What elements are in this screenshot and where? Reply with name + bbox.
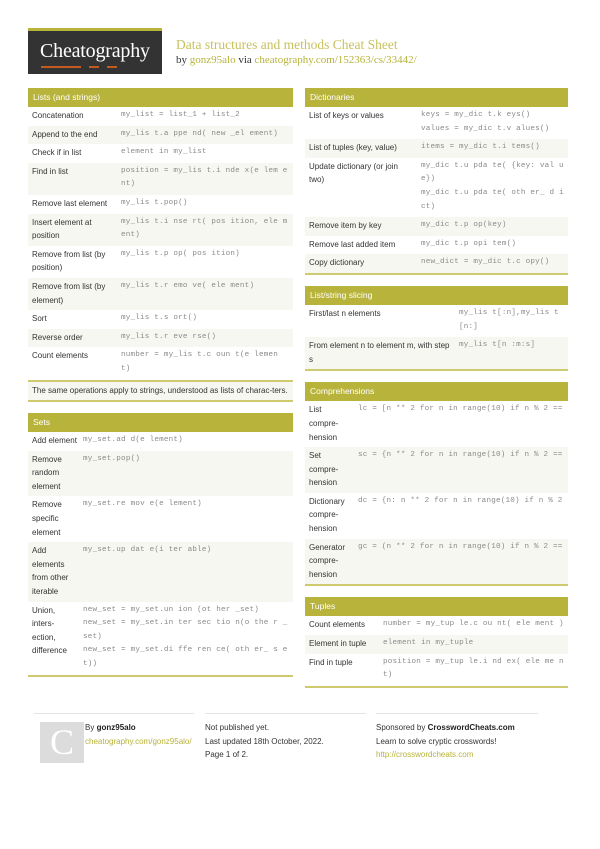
row-code: my_set.ad d(e lement) (83, 436, 183, 445)
row-code: my_lis t[:n],my_lis t [n:] (459, 308, 559, 331)
table-row (28, 195, 293, 214)
table-row (305, 337, 568, 369)
row-label: Insert element at position (32, 217, 92, 241)
footer-author-name: gonz95alo (96, 723, 136, 732)
row-code: position = my_tup le.i nd ex( ele me nt) (383, 657, 564, 680)
row-label: Element in tuple (309, 639, 367, 649)
author-profile-link[interactable]: cheatography.com/gonz95alo/ (85, 736, 192, 746)
table-row (28, 278, 293, 310)
table-row (28, 126, 293, 145)
row-label: First/last n elements (309, 308, 381, 318)
section-lists (28, 88, 293, 402)
row-code: lc = [n ** 2 for n in range(10) if n % 2 == (358, 405, 563, 414)
logo-underline-decoration (89, 66, 99, 68)
row-code: my_lis t.r eve rse() (121, 332, 217, 341)
table-row (305, 254, 568, 273)
row-code: my_lis t[n :m:s] (459, 341, 536, 350)
by-label: by (176, 54, 187, 66)
right-column (305, 88, 568, 699)
table-row (305, 139, 568, 158)
table-row (305, 539, 568, 585)
rows (28, 107, 293, 380)
logo-underline-decoration (107, 66, 117, 68)
code-line: new_set = my_set.in ter sec tio n(o the r _set) (83, 619, 288, 641)
table-row (305, 401, 568, 447)
title-block (176, 37, 417, 67)
sponsor-link[interactable]: http://crosswordcheats.com (376, 750, 474, 760)
row-label: List of keys or values (309, 111, 384, 120)
table-row (28, 144, 293, 163)
row-code: my_set.pop() (83, 454, 141, 463)
table-row (28, 310, 293, 329)
row-code: new_dict = my_dic t.c opy() (421, 258, 550, 267)
section-title: List/string slicing (305, 286, 568, 305)
author-link[interactable]: gonz95alo (189, 54, 236, 66)
table-row (305, 447, 568, 493)
row-label: Sort (32, 314, 47, 324)
row-label: Remove random element (32, 454, 62, 491)
avatar: C (40, 722, 84, 763)
sponsor-line (376, 721, 538, 735)
section-sets (28, 413, 293, 677)
row-label: List of tuples (key, value) (309, 143, 397, 153)
section-title: Dictionaries (305, 88, 568, 107)
row-label: Set compre-hension (309, 451, 339, 488)
row-label: Count elements (32, 351, 89, 361)
row-label: Add element (32, 436, 77, 446)
table-row (28, 246, 293, 278)
row-code: my_lis t.s ort() (121, 314, 198, 323)
section-comprehensions (305, 382, 568, 586)
row-label: Union, inters-ection, difference (32, 605, 67, 656)
row-code: sc = {n ** 2 for n in range(10) if n % 2 == (358, 451, 563, 460)
row-code: number = my_lis t.c oun t(e lemen t) (121, 351, 278, 373)
row-label: Remove last added item (309, 239, 396, 249)
sponsor-tagline: Learn to solve cryptic crosswords! (376, 736, 497, 746)
code-line: keys = my_dic t.k eys() (421, 111, 531, 119)
row-label: Update dictionary (or join two) (309, 161, 398, 185)
sponsor-label: Sponsored by (376, 723, 426, 732)
table-row (305, 217, 568, 236)
by-label: By (85, 723, 95, 732)
section-title: Sets (28, 413, 293, 432)
sponsor-name: CrosswordCheats.com (427, 723, 515, 732)
table-row (305, 493, 568, 539)
row-label: Find in tuple (309, 657, 353, 667)
row-label: Copy dictionary (309, 258, 365, 268)
section-slicing (305, 286, 568, 371)
row-label: List compre-hension (309, 405, 339, 442)
row-code: gc = (n ** 2 for n in range(10) if n % 2 == (358, 542, 563, 551)
left-column (28, 88, 293, 688)
row-label: Append to the end (32, 129, 98, 139)
rows (305, 305, 568, 369)
table-row (28, 107, 293, 126)
table-row (28, 214, 293, 246)
table-row (28, 542, 293, 601)
page-header (28, 28, 568, 76)
table-row (305, 616, 568, 635)
table-row (28, 347, 293, 379)
code-line: values = my_dic t.v alues() (421, 124, 550, 133)
code-line: new_set = my_set.un ion (ot her _set) (83, 605, 260, 614)
row-code: number = my_tup le.c ou nt( ele ment ) (383, 620, 564, 629)
row-label: Remove from list (by position) (32, 249, 106, 273)
via-label: via (238, 54, 252, 66)
last-updated: Last updated 18th October, 2022. (205, 736, 324, 746)
section-tuples (305, 597, 568, 687)
row-code: my_dic t.p op(key) (421, 221, 507, 230)
row-code: items = my_dic t.i tems() (421, 143, 540, 152)
table-row (28, 432, 293, 451)
publish-status: Not published yet. (205, 723, 270, 732)
row-code: my_lis t.i nse rt( pos ition, ele ment) (121, 217, 288, 240)
table-row (28, 163, 293, 195)
row-code: my_list = list_1 + list_2 (121, 111, 240, 119)
section-title: Lists (and strings) (28, 88, 293, 107)
row-label: Generator compre-hension (309, 542, 346, 579)
footer-author-text (85, 721, 194, 748)
section-note: The same operations apply to strings, understood as lists of charac-ters. (28, 380, 293, 401)
page-number: Page 1 of 2. (205, 750, 249, 760)
table-row (28, 329, 293, 348)
code-line: my_dic t.u pda te( oth er_ d ict) (421, 188, 564, 211)
cheatography-logo[interactable] (28, 28, 162, 74)
table-row (28, 451, 293, 497)
rows (305, 616, 568, 685)
footer-byline (85, 721, 194, 735)
section-dictionaries (305, 88, 568, 275)
table-row (305, 305, 568, 337)
section-title: Tuples (305, 597, 568, 616)
row-code: my_lis t.r emo ve( ele ment) (121, 281, 255, 290)
row-code (421, 160, 564, 214)
footer-author (34, 713, 194, 762)
row-code (421, 109, 564, 136)
row-label: Add elements from other iterable (32, 546, 69, 597)
table-row (28, 496, 293, 542)
row-code: my_set.up dat e(i ter able) (83, 546, 212, 555)
sheet-byline (176, 53, 417, 67)
row-label: From element n to element m, with step s (309, 341, 450, 364)
row-label: Check if in list (32, 148, 82, 158)
logo-underline-decoration (61, 66, 81, 68)
logo-underline-decoration (41, 66, 61, 68)
section-title: Comprehensions (305, 382, 568, 401)
row-label: Remove item by key (309, 221, 382, 231)
row-code: my_dic t.p opi tem() (421, 239, 517, 248)
code-line: new_set = my_set.di ffe ren ce( oth er_ s et)) (83, 646, 288, 668)
rows (305, 401, 568, 584)
row-label: Remove specific element (32, 500, 62, 537)
row-label: Count elements (309, 620, 366, 630)
footer-sponsor (376, 713, 538, 762)
code-line: my_dic t.u pda te( {key: val ue}) (421, 161, 564, 184)
row-code: my_lis t.a ppe nd( new _el ement) (121, 129, 278, 138)
table-row (28, 602, 293, 675)
row-code (83, 604, 289, 672)
footer-meta (205, 713, 366, 762)
row-label: Find in list (32, 166, 69, 176)
logo-text: Cheatography (40, 40, 150, 62)
row-code: my_set.re mov e(e lement) (83, 500, 202, 509)
row-label: Reverse order (32, 332, 83, 342)
row-code: element in my_tuple (383, 639, 474, 648)
row-code: element in my_list (121, 148, 207, 157)
table-row (305, 107, 568, 139)
row-code: my_lis t.pop() (121, 198, 188, 207)
rows (305, 107, 568, 273)
row-label: Concatenation (32, 111, 84, 120)
table-row (305, 654, 568, 686)
table-row (305, 236, 568, 255)
row-code: dc = {n: n ** 2 for n in range(10) if n % 2 (358, 496, 563, 505)
row-label: Dictionary compre-hension (309, 496, 345, 534)
row-label: Remove from list (by element) (32, 281, 106, 305)
row-code: my_lis t.p op( pos ition) (121, 249, 240, 258)
row-label: Remove last element (32, 198, 108, 208)
table-row (305, 158, 568, 217)
row-code: position = my_lis t.i nde x(e lem ent) (121, 166, 288, 189)
rows (28, 432, 293, 675)
sheet-url-link[interactable]: cheatography.com/152363/cs/33442/ (254, 54, 417, 66)
table-row (305, 635, 568, 654)
sheet-title: Data structures and methods Cheat Sheet (176, 37, 398, 52)
